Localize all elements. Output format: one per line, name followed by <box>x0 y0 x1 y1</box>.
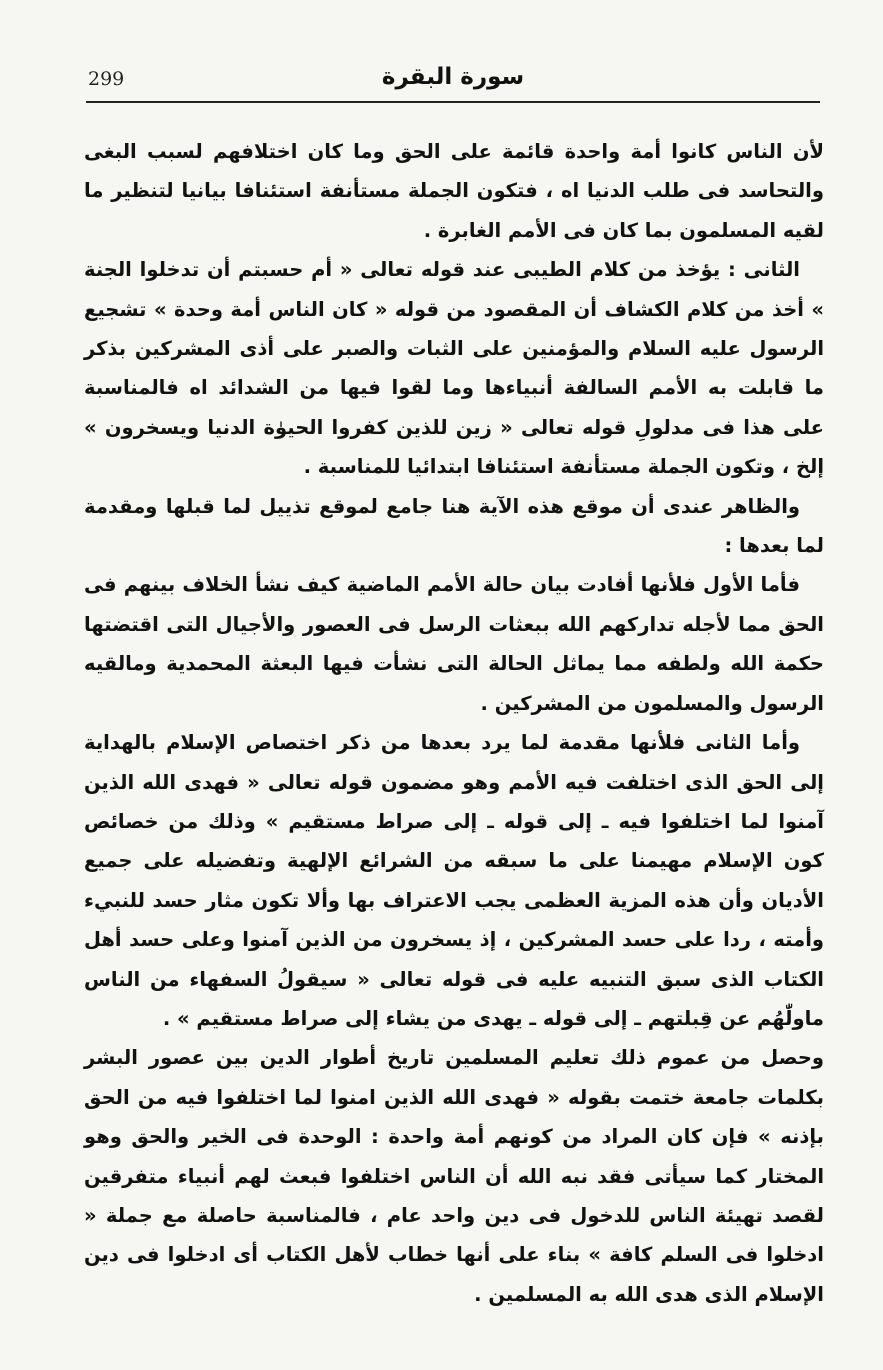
paragraph-2: الثانى : يؤخذ من كلام الطيبى عند قوله تعالى « أم حسبتم أن تدخلوا الجنة » أخذ من كلام الكشاف أن المقصود من قوله « كان الناس أمة وحدة » تشجيع الرسول عليه السلام والمؤمنين على الثبات والصبر على أذى المشركين بذكر ما قابلت به الأمم السالفة أنبياءها وما لقوا فيها من الشدائد اه فالمناسبة على هذا فى مدلولِ قوله تعالى « زين للذين كفروا الحيوٰة الدنيا ويسخرون » إلخ ، وتكون الجملة مستأنفة استئنافا ابتدائيا للمناسبة . <box>84 258 824 479</box>
page-header <box>86 58 820 98</box>
header-divider <box>86 101 820 103</box>
page-number: 299 <box>88 68 125 90</box>
paragraph-1: لأن الناس كانوا أمة واحدة قائمة على الحق وما كان اختلافهم لسبب البغى والتحاسد فى طلب الدنيا اه ، فتكون الجملة مستأنفة استئنافا بيانيا لتنظير ما لقيه المسلمون بما كان فى الأمم الغابرة . <box>84 140 824 242</box>
page-body <box>84 132 824 1314</box>
running-title: سورة البقرة <box>381 64 525 90</box>
paragraph-4: فأما الأول فلأنها أفادت بيان حالة الأمم الماضية كيف نشأ الخلاف بينهم فى الحق مما لأجله تداركهم الله ببعثات الرسل فى العصور والأجيال التى اقتضتها حكمة الله ولطفه مما يماثل الحالة التى نشأت فيها البعثة المحمدية ومالقيه الرسول والمسلمون من المشركين . <box>84 573 824 715</box>
paragraph-6: وحصل من عموم ذلك تعليم المسلمين تاريخ أطوار الدين بين عصور البشر بكلمات جامعة ختمت بقوله « فهدى الله الذين امنوا لما اختلفوا فيه من الحق بإذنه » فإن كان المراد من كونهم أمة واحدة : الوحدة فى الخير والحق وهو المختار كما سيأتى فقد نبه الله أن الناس اختلفوا فبعث لهم أنبياء متفرقين لقصد تهيئة الناس للدخول فى دين واحد عام ، فالمناسبة حاصلة مع جملة « ادخلوا فى السلم كافة » بناء على أنها خطاب لأهل الكتاب أى ادخلوا فى دين الإسلام الذى هدى الله به المسلمين . <box>84 1046 824 1306</box>
paragraph-5: وأما الثانى فلأنها مقدمة لما يرد بعدها من ذكر اختصاص الإسلام بالهداية إلى الحق الذى اختلفت فيه الأمم وهو مضمون قوله تعالى « فهدى الله الذين آمنوا لما اختلفوا فيه ـ إلى قوله ـ إلى صراط مستقيم » وذلك من خصائص كون الإسلام مهيمنا على ما سبقه من الشرائع الإلهية وتفضيله على جميع الأديان وأن هذه المزية العظمى يجب الاعتراف بها وألا تكون مثار حسد للنبيء وأمته ، ردا على حسد المشركين ، إذ يسخرون من الذين آمنوا وعلى حسد أهل الكتاب الذى سبق التنبيه عليه فى قوله تعالى « سيقولُ السفهاء من الناس ماولّٰهُم عن قِبلتهم ـ إلى قوله ـ يهدى من يشاء إلى صراط مستقيم » . <box>84 731 824 1030</box>
paragraph-3: والظاهر عندى أن موقع هذه الآية هنا جامع لموقع تذييل لما قبلها ومقدمة لما بعدها : <box>84 494 824 558</box>
